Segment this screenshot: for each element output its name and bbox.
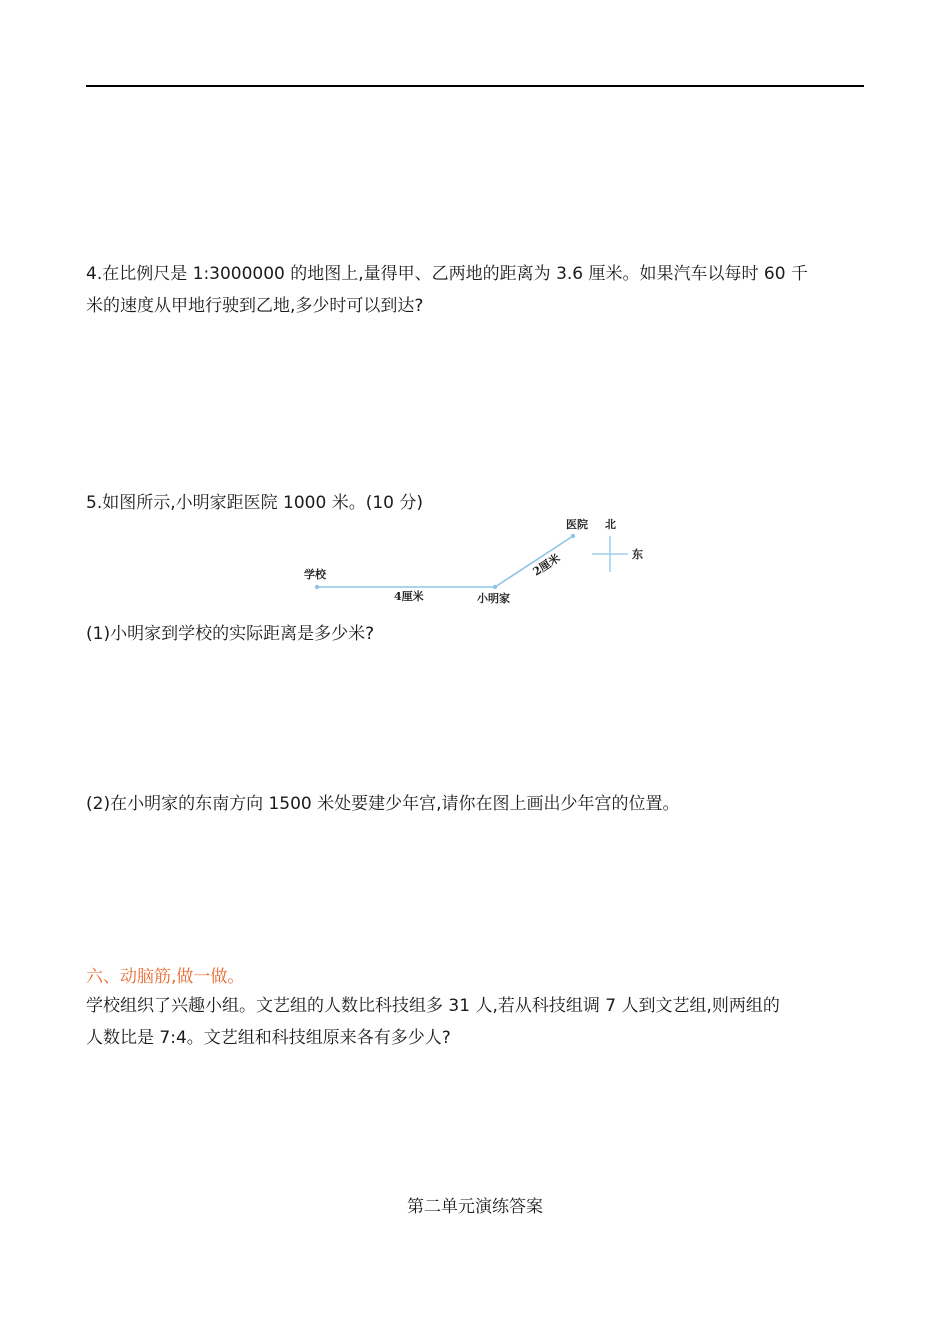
- hospital-label: 医院: [566, 518, 588, 531]
- section-6-line-2: 人数比是 7:4。文艺组和科技组原来各有多少人?: [86, 1028, 451, 1048]
- section-6-heading: 六、动脑筋,做一做。: [86, 967, 245, 987]
- question-5-part-2: (2)在小明家的东南方向 1500 米处要建少年宫,请你在图上画出少年宫的位置。: [86, 794, 680, 814]
- map-diagram: [290, 508, 670, 610]
- question-4-line-1: 4.在比例尺是 1:3000000 的地图上,量得甲、乙两地的距离为 3.6 厘米。如果汽车以每时 60 千: [86, 264, 808, 284]
- home-label: 小明家: [477, 592, 510, 605]
- hospital-point: [571, 534, 575, 538]
- east-label: 东: [632, 548, 643, 561]
- school-label: 学校: [304, 568, 326, 581]
- section-6-question: [86, 990, 864, 1054]
- north-label: 北: [605, 518, 616, 531]
- distance-label-home-hospital: 2厘米: [530, 551, 563, 579]
- distance-label-school-home: 4厘米: [394, 590, 424, 603]
- question-4: [86, 258, 864, 322]
- question-5-part-1: (1)小明家到学校的实际距离是多少米?: [86, 624, 375, 644]
- section-6-line-1: 学校组织了兴趣小组。文艺组的人数比科技组多 31 人,若从科技组调 7 人到文艺组,则两组的: [86, 996, 780, 1016]
- answer-section-title: 第二单元演练答案: [407, 1197, 543, 1217]
- question-4-line-2: 米的速度从甲地行驶到乙地,多少时可以到达?: [86, 296, 424, 316]
- home-point: [493, 585, 497, 589]
- top-rule: [86, 85, 864, 87]
- question-5-intro: 5.如图所示,小明家距医院 1000 米。(10 分): [86, 493, 423, 513]
- school-point: [315, 585, 319, 589]
